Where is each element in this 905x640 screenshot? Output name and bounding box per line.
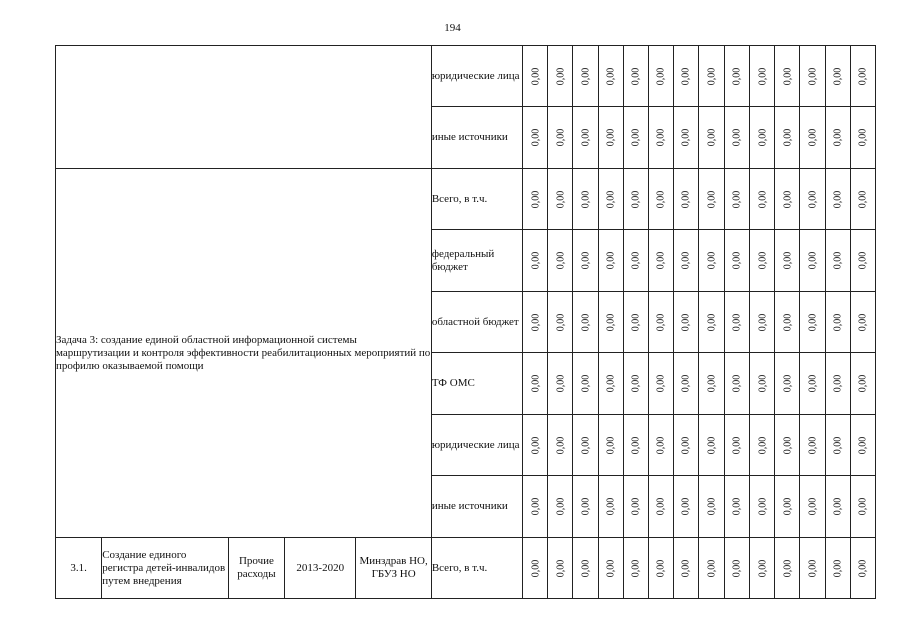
value-text: 0,00 bbox=[580, 190, 592, 208]
value-text: 0,00 bbox=[630, 251, 642, 270]
value-cell bbox=[775, 292, 800, 353]
value-cell bbox=[548, 415, 573, 476]
value-text: 0,00 bbox=[655, 128, 667, 147]
value-cell bbox=[775, 230, 800, 292]
value-text: 0,00 bbox=[680, 436, 692, 454]
responsible-executor: Минздрав НО, ГБУЗ НО bbox=[356, 538, 431, 599]
value-cell bbox=[523, 538, 548, 599]
value-text: 0,00 bbox=[680, 67, 692, 85]
value-text: 0,00 bbox=[605, 559, 617, 577]
value-cell bbox=[573, 107, 598, 169]
value-cell bbox=[673, 292, 698, 353]
funding-source: областной бюджет bbox=[431, 292, 522, 353]
value-text: 0,00 bbox=[756, 374, 768, 393]
value-cell bbox=[850, 46, 875, 107]
value-cell bbox=[648, 230, 673, 292]
value-cell bbox=[548, 476, 573, 538]
value-cell bbox=[750, 476, 775, 538]
value-cell bbox=[648, 107, 673, 169]
value-text: 0,00 bbox=[706, 128, 718, 147]
value-cell bbox=[573, 230, 598, 292]
value-cell bbox=[573, 353, 598, 415]
value-cell bbox=[699, 476, 725, 538]
value-cell bbox=[800, 476, 825, 538]
value-text: 0,00 bbox=[731, 559, 743, 577]
previous-block-label bbox=[56, 46, 432, 169]
funding-source: федеральный бюджет bbox=[431, 230, 522, 292]
value-cell bbox=[623, 538, 648, 599]
value-cell bbox=[850, 107, 875, 169]
value-cell bbox=[850, 415, 875, 476]
value-text: 0,00 bbox=[756, 190, 768, 208]
value-text: 0,00 bbox=[554, 436, 566, 454]
value-text: 0,00 bbox=[554, 128, 566, 147]
value-text: 0,00 bbox=[857, 559, 869, 577]
value-cell bbox=[623, 230, 648, 292]
financing-table bbox=[55, 45, 876, 599]
value-text: 0,00 bbox=[731, 67, 743, 85]
value-text: 0,00 bbox=[680, 374, 692, 393]
value-cell bbox=[725, 292, 750, 353]
value-text: 0,00 bbox=[554, 559, 566, 577]
value-cell bbox=[750, 230, 775, 292]
value-text: 0,00 bbox=[605, 497, 617, 516]
value-text: 0,00 bbox=[781, 190, 793, 208]
value-text: 0,00 bbox=[731, 128, 743, 147]
expense-type: Прочие расходы bbox=[228, 538, 284, 599]
value-text: 0,00 bbox=[630, 436, 642, 454]
value-cell bbox=[523, 107, 548, 169]
value-text: 0,00 bbox=[655, 436, 667, 454]
value-cell bbox=[598, 353, 623, 415]
value-cell bbox=[573, 415, 598, 476]
value-text: 0,00 bbox=[857, 497, 869, 516]
value-text: 0,00 bbox=[781, 313, 793, 331]
value-text: 0,00 bbox=[857, 374, 869, 393]
value-text: 0,00 bbox=[731, 313, 743, 331]
value-text: 0,00 bbox=[655, 67, 667, 85]
value-text: 0,00 bbox=[529, 190, 541, 208]
value-cell bbox=[750, 415, 775, 476]
value-text: 0,00 bbox=[756, 497, 768, 516]
value-text: 0,00 bbox=[706, 497, 718, 516]
value-text: 0,00 bbox=[706, 67, 718, 85]
value-cell bbox=[673, 169, 698, 230]
value-text: 0,00 bbox=[630, 313, 642, 331]
period: 2013-2020 bbox=[285, 538, 356, 599]
item-name: Создание единого регистра детей-инвалидов путем внедрения bbox=[102, 538, 229, 599]
value-cell bbox=[548, 292, 573, 353]
value-cell bbox=[725, 476, 750, 538]
value-text: 0,00 bbox=[756, 67, 768, 85]
value-cell bbox=[825, 169, 850, 230]
value-cell bbox=[648, 353, 673, 415]
value-text: 0,00 bbox=[857, 190, 869, 208]
value-cell bbox=[725, 46, 750, 107]
value-cell bbox=[573, 292, 598, 353]
value-cell bbox=[648, 169, 673, 230]
value-cell bbox=[523, 46, 548, 107]
value-cell bbox=[750, 292, 775, 353]
value-text: 0,00 bbox=[580, 67, 592, 85]
value-cell bbox=[623, 292, 648, 353]
value-cell bbox=[598, 292, 623, 353]
value-text: 0,00 bbox=[706, 436, 718, 454]
value-cell bbox=[573, 476, 598, 538]
table-row bbox=[56, 169, 876, 230]
funding-source: ТФ ОМС bbox=[431, 353, 522, 415]
funding-source: юридические лица bbox=[431, 415, 522, 476]
value-cell bbox=[725, 230, 750, 292]
value-text: 0,00 bbox=[706, 251, 718, 270]
value-cell bbox=[523, 169, 548, 230]
value-cell bbox=[825, 230, 850, 292]
value-cell bbox=[523, 230, 548, 292]
value-text: 0,00 bbox=[832, 190, 844, 208]
value-cell bbox=[623, 46, 648, 107]
value-text: 0,00 bbox=[832, 128, 844, 147]
value-text: 0,00 bbox=[756, 251, 768, 270]
value-text: 0,00 bbox=[529, 374, 541, 393]
value-cell bbox=[548, 538, 573, 599]
value-text: 0,00 bbox=[807, 128, 819, 147]
value-text: 0,00 bbox=[756, 559, 768, 577]
value-cell bbox=[725, 353, 750, 415]
value-text: 0,00 bbox=[832, 67, 844, 85]
value-cell bbox=[775, 353, 800, 415]
value-text: 0,00 bbox=[554, 190, 566, 208]
value-text: 0,00 bbox=[630, 559, 642, 577]
value-text: 0,00 bbox=[605, 128, 617, 147]
value-cell bbox=[725, 107, 750, 169]
value-cell bbox=[623, 107, 648, 169]
value-cell bbox=[598, 107, 623, 169]
value-cell bbox=[725, 169, 750, 230]
value-cell bbox=[548, 230, 573, 292]
value-text: 0,00 bbox=[781, 436, 793, 454]
value-text: 0,00 bbox=[680, 313, 692, 331]
value-cell bbox=[800, 169, 825, 230]
value-text: 0,00 bbox=[580, 251, 592, 270]
value-text: 0,00 bbox=[857, 436, 869, 454]
value-cell bbox=[750, 169, 775, 230]
value-cell bbox=[825, 415, 850, 476]
value-cell bbox=[673, 230, 698, 292]
value-cell bbox=[673, 476, 698, 538]
value-cell bbox=[800, 538, 825, 599]
value-cell bbox=[573, 46, 598, 107]
value-text: 0,00 bbox=[832, 374, 844, 393]
value-cell bbox=[648, 538, 673, 599]
value-text: 0,00 bbox=[731, 190, 743, 208]
value-text: 0,00 bbox=[630, 374, 642, 393]
value-text: 0,00 bbox=[706, 313, 718, 331]
value-text: 0,00 bbox=[680, 190, 692, 208]
value-cell bbox=[775, 107, 800, 169]
value-cell bbox=[598, 46, 623, 107]
value-text: 0,00 bbox=[630, 497, 642, 516]
value-cell bbox=[648, 476, 673, 538]
value-text: 0,00 bbox=[807, 497, 819, 516]
value-text: 0,00 bbox=[832, 436, 844, 454]
value-cell bbox=[750, 353, 775, 415]
funding-source: Всего, в т.ч. bbox=[431, 169, 522, 230]
value-text: 0,00 bbox=[731, 497, 743, 516]
value-cell bbox=[548, 46, 573, 107]
funding-source: Всего, в т.ч. bbox=[431, 538, 522, 599]
value-cell bbox=[750, 107, 775, 169]
value-cell bbox=[775, 538, 800, 599]
value-cell bbox=[573, 169, 598, 230]
task-3-label bbox=[56, 169, 432, 538]
value-cell bbox=[673, 415, 698, 476]
value-cell bbox=[825, 538, 850, 599]
value-cell bbox=[548, 353, 573, 415]
value-cell bbox=[573, 538, 598, 599]
task-3-text: Задача 3: создание единой областной информационной системы маршрутизации и контроля эффективности реабилитационных мероприятий по профилю оказываемой помощи bbox=[56, 333, 431, 372]
value-text: 0,00 bbox=[680, 251, 692, 270]
value-cell bbox=[673, 353, 698, 415]
value-cell bbox=[850, 353, 875, 415]
value-text: 0,00 bbox=[554, 251, 566, 270]
value-text: 0,00 bbox=[781, 128, 793, 147]
value-cell bbox=[800, 292, 825, 353]
value-text: 0,00 bbox=[832, 559, 844, 577]
value-text: 0,00 bbox=[781, 497, 793, 516]
value-cell bbox=[623, 476, 648, 538]
value-text: 0,00 bbox=[807, 67, 819, 85]
value-text: 0,00 bbox=[781, 251, 793, 270]
value-cell bbox=[548, 169, 573, 230]
funding-source: юридические лица bbox=[431, 46, 522, 107]
value-cell bbox=[699, 230, 725, 292]
value-cell bbox=[699, 292, 725, 353]
value-text: 0,00 bbox=[706, 374, 718, 393]
value-text: 0,00 bbox=[529, 436, 541, 454]
value-cell bbox=[699, 169, 725, 230]
value-text: 0,00 bbox=[781, 559, 793, 577]
value-text: 0,00 bbox=[807, 374, 819, 393]
value-cell bbox=[775, 415, 800, 476]
value-cell bbox=[825, 107, 850, 169]
value-cell bbox=[673, 107, 698, 169]
value-text: 0,00 bbox=[655, 313, 667, 331]
value-cell bbox=[800, 415, 825, 476]
value-cell bbox=[850, 292, 875, 353]
value-cell bbox=[725, 415, 750, 476]
value-text: 0,00 bbox=[580, 128, 592, 147]
value-cell bbox=[598, 415, 623, 476]
value-text: 0,00 bbox=[529, 559, 541, 577]
value-text: 0,00 bbox=[605, 313, 617, 331]
value-cell bbox=[825, 476, 850, 538]
value-cell bbox=[825, 46, 850, 107]
value-text: 0,00 bbox=[605, 67, 617, 85]
value-cell bbox=[800, 353, 825, 415]
value-cell bbox=[699, 415, 725, 476]
item-number: 3.1. bbox=[56, 538, 102, 599]
value-text: 0,00 bbox=[580, 497, 592, 516]
value-text: 0,00 bbox=[857, 313, 869, 331]
value-text: 0,00 bbox=[655, 190, 667, 208]
value-text: 0,00 bbox=[554, 374, 566, 393]
value-text: 0,00 bbox=[655, 251, 667, 270]
value-text: 0,00 bbox=[529, 497, 541, 516]
value-text: 0,00 bbox=[781, 374, 793, 393]
value-cell bbox=[598, 538, 623, 599]
value-text: 0,00 bbox=[680, 497, 692, 516]
value-text: 0,00 bbox=[781, 67, 793, 85]
value-cell bbox=[648, 415, 673, 476]
value-cell bbox=[648, 46, 673, 107]
page-number: 194 bbox=[444, 22, 461, 34]
value-cell bbox=[825, 353, 850, 415]
value-text: 0,00 bbox=[756, 128, 768, 147]
value-text: 0,00 bbox=[706, 559, 718, 577]
value-text: 0,00 bbox=[706, 190, 718, 208]
value-text: 0,00 bbox=[680, 128, 692, 147]
value-cell bbox=[598, 169, 623, 230]
value-text: 0,00 bbox=[630, 190, 642, 208]
value-text: 0,00 bbox=[731, 374, 743, 393]
value-text: 0,00 bbox=[807, 436, 819, 454]
value-cell bbox=[699, 107, 725, 169]
value-text: 0,00 bbox=[731, 251, 743, 270]
value-cell bbox=[623, 353, 648, 415]
value-cell bbox=[850, 476, 875, 538]
item-3-1-row bbox=[56, 538, 876, 599]
value-cell bbox=[850, 169, 875, 230]
value-text: 0,00 bbox=[857, 251, 869, 270]
value-text: 0,00 bbox=[756, 436, 768, 454]
value-text: 0,00 bbox=[580, 436, 592, 454]
value-text: 0,00 bbox=[630, 128, 642, 147]
value-cell bbox=[673, 46, 698, 107]
value-text: 0,00 bbox=[605, 436, 617, 454]
value-text: 0,00 bbox=[655, 497, 667, 516]
value-cell bbox=[800, 230, 825, 292]
value-cell bbox=[725, 538, 750, 599]
value-cell bbox=[750, 538, 775, 599]
value-text: 0,00 bbox=[832, 497, 844, 516]
table-row bbox=[56, 46, 876, 107]
value-text: 0,00 bbox=[605, 374, 617, 393]
value-cell bbox=[598, 476, 623, 538]
value-text: 0,00 bbox=[529, 67, 541, 85]
value-cell bbox=[648, 292, 673, 353]
value-text: 0,00 bbox=[680, 559, 692, 577]
value-cell bbox=[699, 46, 725, 107]
value-cell bbox=[548, 107, 573, 169]
value-text: 0,00 bbox=[605, 190, 617, 208]
value-text: 0,00 bbox=[832, 313, 844, 331]
value-cell bbox=[673, 538, 698, 599]
value-cell bbox=[623, 169, 648, 230]
value-text: 0,00 bbox=[807, 251, 819, 270]
value-text: 0,00 bbox=[807, 313, 819, 331]
value-cell bbox=[598, 230, 623, 292]
value-text: 0,00 bbox=[554, 313, 566, 331]
value-text: 0,00 bbox=[554, 67, 566, 85]
value-text: 0,00 bbox=[630, 67, 642, 85]
value-text: 0,00 bbox=[605, 251, 617, 270]
value-cell bbox=[699, 353, 725, 415]
value-text: 0,00 bbox=[756, 313, 768, 331]
funding-source: иные источники bbox=[431, 107, 522, 169]
value-cell bbox=[750, 46, 775, 107]
value-text: 0,00 bbox=[554, 497, 566, 516]
value-text: 0,00 bbox=[655, 559, 667, 577]
funding-source: иные источники bbox=[431, 476, 522, 538]
value-text: 0,00 bbox=[529, 313, 541, 331]
value-text: 0,00 bbox=[580, 313, 592, 331]
value-text: 0,00 bbox=[580, 559, 592, 577]
value-cell bbox=[699, 538, 725, 599]
value-cell bbox=[775, 46, 800, 107]
value-text: 0,00 bbox=[807, 559, 819, 577]
value-text: 0,00 bbox=[655, 374, 667, 393]
value-text: 0,00 bbox=[580, 374, 592, 393]
value-cell bbox=[800, 107, 825, 169]
value-text: 0,00 bbox=[731, 436, 743, 454]
value-cell bbox=[775, 169, 800, 230]
value-text: 0,00 bbox=[529, 251, 541, 270]
value-cell bbox=[850, 230, 875, 292]
value-cell bbox=[523, 415, 548, 476]
value-cell bbox=[623, 415, 648, 476]
value-cell bbox=[523, 292, 548, 353]
value-cell bbox=[523, 476, 548, 538]
value-cell bbox=[850, 538, 875, 599]
value-text: 0,00 bbox=[529, 128, 541, 147]
value-cell bbox=[523, 353, 548, 415]
value-text: 0,00 bbox=[857, 128, 869, 147]
value-text: 0,00 bbox=[832, 251, 844, 270]
value-text: 0,00 bbox=[807, 190, 819, 208]
value-cell bbox=[825, 292, 850, 353]
value-text: 0,00 bbox=[857, 67, 869, 85]
value-cell bbox=[775, 476, 800, 538]
value-cell bbox=[800, 46, 825, 107]
